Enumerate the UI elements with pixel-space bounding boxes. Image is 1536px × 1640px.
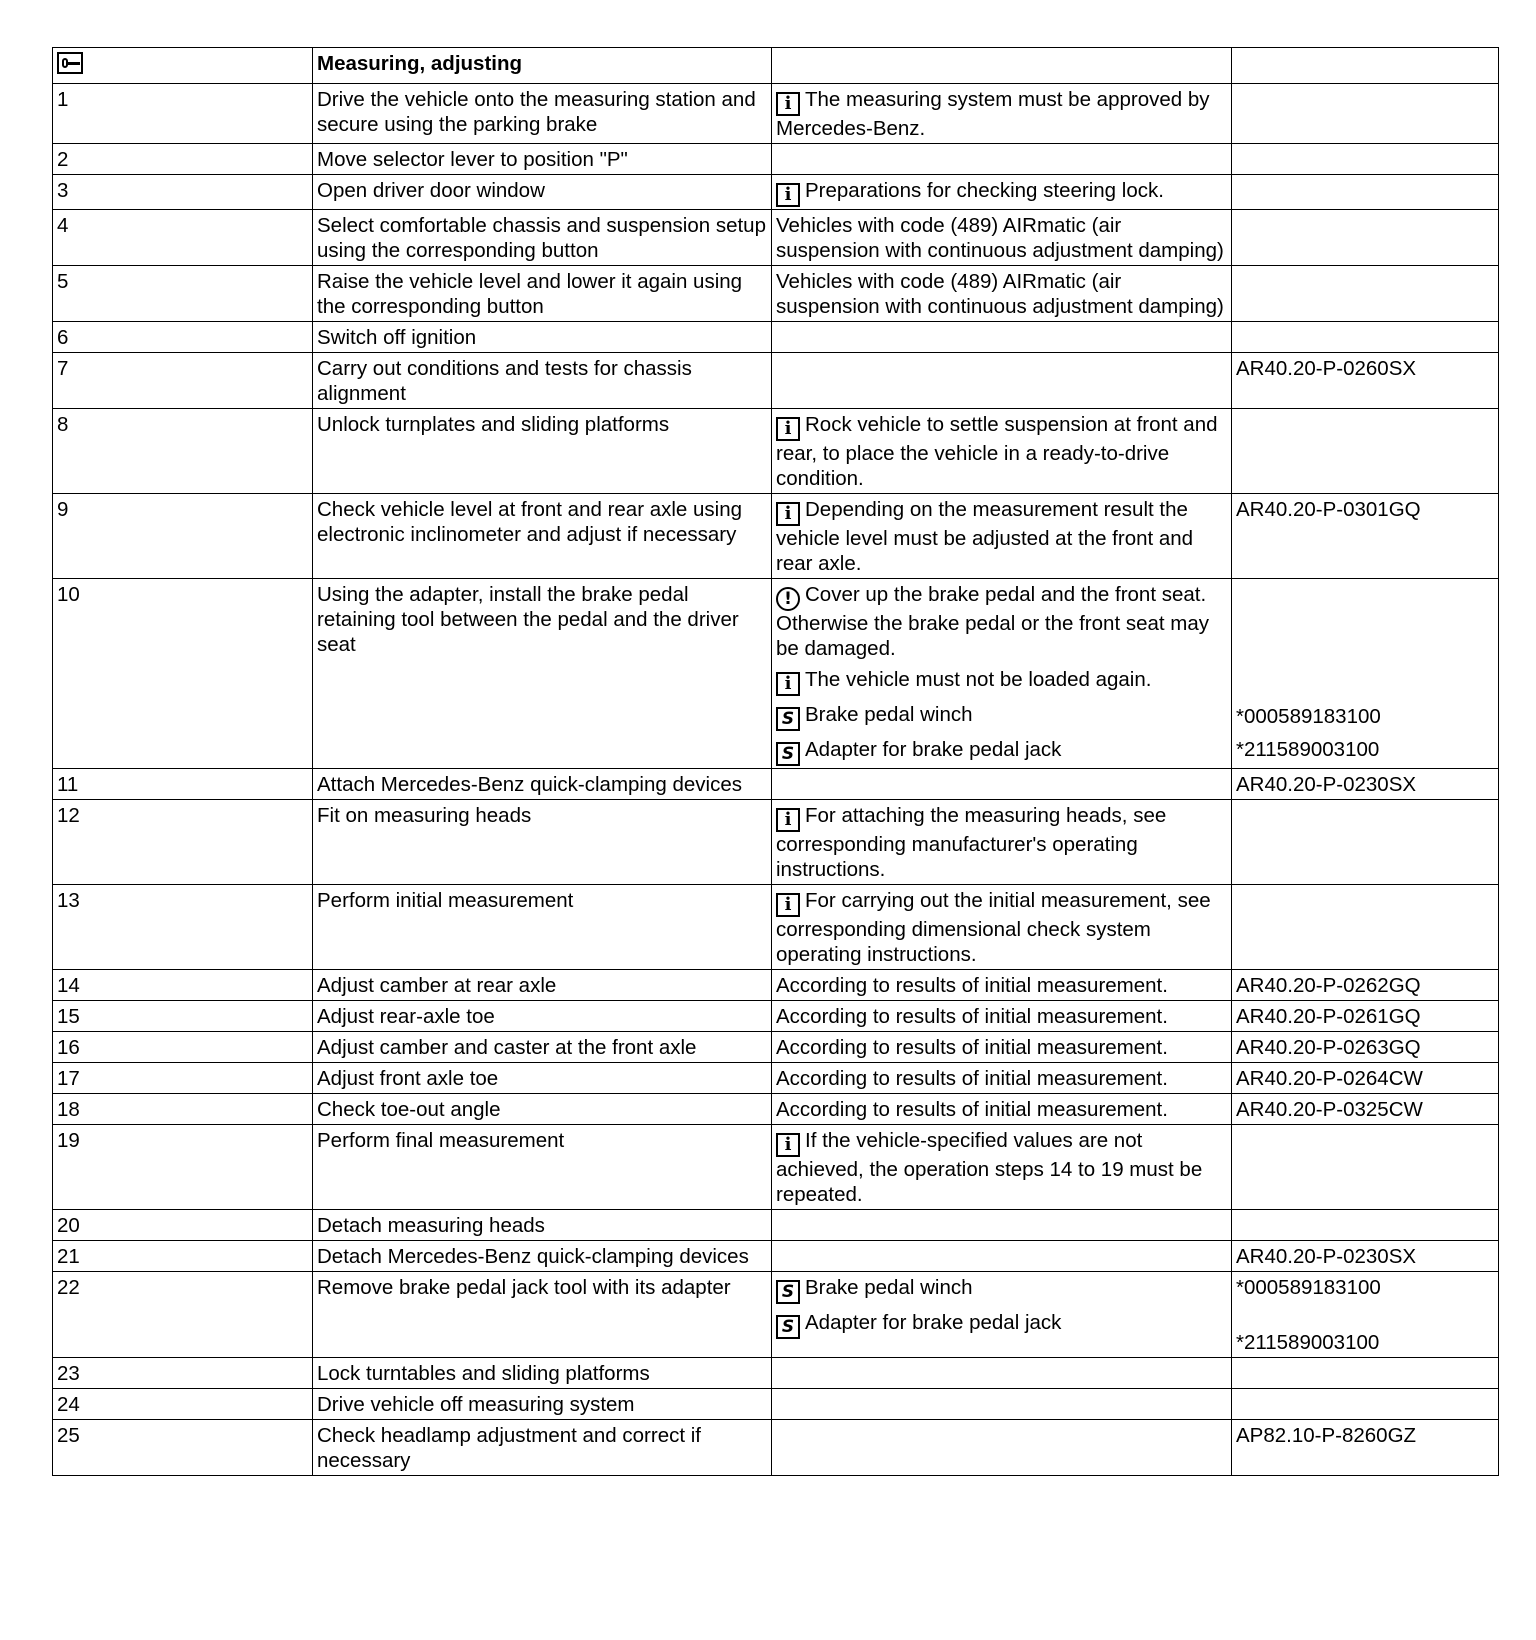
notes-cell <box>772 353 1232 409</box>
info-icon <box>776 808 800 832</box>
operation-text: Drive the vehicle onto the measuring station and secure using the parking brake <box>313 84 772 144</box>
operation-text: Carry out conditions and tests for chassis alignment <box>313 353 772 409</box>
step-number: 12 <box>53 800 313 885</box>
step-number: 25 <box>53 1420 313 1476</box>
note-text: According to results of initial measurement. <box>776 1036 1168 1059</box>
reference-cell <box>1232 885 1499 970</box>
table-row <box>53 266 1499 322</box>
step-number: 14 <box>53 970 313 1001</box>
table-row <box>53 353 1499 409</box>
header-icon-cell <box>53 48 313 84</box>
operation-text: Check headlamp adjustment and correct if necessary <box>313 1420 772 1476</box>
operation-text: Adjust camber and caster at the front axle <box>313 1032 772 1063</box>
operation-text: Open driver door window <box>313 175 772 210</box>
note-text: The vehicle must not be loaded again. <box>805 668 1152 691</box>
table-row <box>53 885 1499 970</box>
procedure-table <box>52 47 1499 1476</box>
notes-cell <box>772 579 1232 769</box>
note-text: Rock vehicle to settle suspension at front and rear, to place the vehicle in a ready-to-drive condition. <box>776 413 1218 490</box>
note <box>776 888 1227 967</box>
step-number: 13 <box>53 885 313 970</box>
note-text: Preparations for checking steering lock. <box>805 179 1164 202</box>
table-row <box>53 1358 1499 1389</box>
notes-cell <box>772 970 1232 1001</box>
note-text: Brake pedal winch <box>805 1276 973 1299</box>
table-row <box>53 970 1499 1001</box>
note <box>776 1310 1227 1339</box>
table-row <box>53 84 1499 144</box>
note-text: Depending on the measurement result the vehicle level must be adjusted at the front and rear axle. <box>776 498 1194 575</box>
notes-cell <box>772 885 1232 970</box>
reference-cell <box>1232 1389 1499 1420</box>
note <box>776 213 1227 263</box>
info-icon <box>776 92 800 116</box>
step-number: 23 <box>53 1358 313 1389</box>
reference-cell <box>1232 800 1499 885</box>
table-row <box>53 800 1499 885</box>
note <box>776 973 1227 998</box>
info-icon <box>776 502 800 526</box>
reference-cell <box>1232 1032 1499 1063</box>
operation-text: Perform initial measurement <box>313 885 772 970</box>
reference-code: AR40.20-P-0230SX <box>1236 773 1417 796</box>
reference-code: *000589183100 <box>1236 705 1381 728</box>
operation-text: Remove brake pedal jack tool with its adapter <box>313 1272 772 1358</box>
note <box>776 803 1227 882</box>
special-tool-icon <box>776 707 800 731</box>
reference-cell <box>1232 1001 1499 1032</box>
caution-icon <box>776 587 800 611</box>
step-number: 11 <box>53 769 313 800</box>
step-number: 8 <box>53 409 313 494</box>
step-number: 19 <box>53 1125 313 1210</box>
reference-spacer <box>1236 608 1494 634</box>
operation-text: Adjust rear-axle toe <box>313 1001 772 1032</box>
notes-cell <box>772 1358 1232 1389</box>
info-icon <box>776 672 800 696</box>
reference-code: AP82.10-P-8260GZ <box>1236 1424 1417 1447</box>
reference-cell <box>1232 353 1499 409</box>
note <box>776 1275 1227 1304</box>
special-tool-icon <box>776 1280 800 1304</box>
notes-cell <box>772 210 1232 266</box>
note <box>776 702 1227 731</box>
step-number: 7 <box>53 353 313 409</box>
reference-cell <box>1232 409 1499 494</box>
step-number: 6 <box>53 322 313 353</box>
step-number: 3 <box>53 175 313 210</box>
note-text: Adapter for brake pedal jack <box>805 1311 1062 1334</box>
reference-cell <box>1232 970 1499 1001</box>
reference-cell <box>1232 769 1499 800</box>
reference-cell <box>1232 175 1499 210</box>
note <box>776 1004 1227 1029</box>
notes-cell <box>772 1210 1232 1241</box>
notes-cell <box>772 1094 1232 1125</box>
notes-cell <box>772 175 1232 210</box>
note-text: According to results of initial measurement. <box>776 1005 1168 1028</box>
reference-code: *211589003100 <box>1236 738 1380 761</box>
reference-cell <box>1232 1063 1499 1094</box>
notes-cell <box>772 1125 1232 1210</box>
table-row <box>53 1094 1499 1125</box>
step-number: 5 <box>53 266 313 322</box>
operation-text: Check vehicle level at front and rear axle using electronic inclinometer and adjust if necessary <box>313 494 772 579</box>
note <box>776 582 1227 661</box>
note-text: For carrying out the initial measurement, see corresponding dimensional check system operating instructions. <box>776 889 1211 966</box>
reference-code: AR40.20-P-0263GQ <box>1236 1036 1421 1059</box>
step-number: 4 <box>53 210 313 266</box>
operation-text: Lock turntables and sliding platforms <box>313 1358 772 1389</box>
note <box>776 269 1227 319</box>
note-text: According to results of initial measurement. <box>776 1098 1168 1121</box>
notes-cell <box>772 322 1232 353</box>
step-number: 21 <box>53 1241 313 1272</box>
note-text: Vehicles with code (489) AIRmatic (air suspension with continuous adjustment damping) <box>776 214 1224 262</box>
step-number: 2 <box>53 144 313 175</box>
table-row <box>53 1420 1499 1476</box>
note <box>776 412 1227 491</box>
operation-text: Switch off ignition <box>313 322 772 353</box>
reference-code: AR40.20-P-0261GQ <box>1236 1005 1421 1028</box>
note-text: If the vehicle-specified values are not achieved, the operation steps 14 to 19 must be repeated. <box>776 1129 1203 1206</box>
reference-cell <box>1232 210 1499 266</box>
step-number: 1 <box>53 84 313 144</box>
reference-spacer <box>1236 660 1494 686</box>
reference-cell <box>1232 1094 1499 1125</box>
reference-cell <box>1232 1358 1499 1389</box>
info-icon <box>776 893 800 917</box>
table-row <box>53 1272 1499 1358</box>
note <box>776 1128 1227 1207</box>
reference-cell <box>1232 322 1499 353</box>
step-number: 20 <box>53 1210 313 1241</box>
reference-code: AR40.20-P-0325CW <box>1236 1098 1423 1121</box>
reference-cell <box>1232 144 1499 175</box>
reference-cell <box>1232 1241 1499 1272</box>
note-text: Vehicles with code (489) AIRmatic (air suspension with continuous adjustment damping) <box>776 270 1224 318</box>
operation-text: Move selector lever to position "P" <box>313 144 772 175</box>
step-number: 9 <box>53 494 313 579</box>
header-empty-cell <box>1232 48 1499 84</box>
reference-code: AR40.20-P-0230SX <box>1236 1245 1417 1268</box>
step-number: 17 <box>53 1063 313 1094</box>
reference-code: *211589003100 <box>1236 1331 1380 1354</box>
table-row <box>53 1389 1499 1420</box>
note <box>776 667 1227 696</box>
step-number: 10 <box>53 579 313 769</box>
note-text: According to results of initial measurement. <box>776 1067 1168 1090</box>
notes-cell <box>772 409 1232 494</box>
step-number: 16 <box>53 1032 313 1063</box>
notes-cell <box>772 1001 1232 1032</box>
table-row <box>53 1241 1499 1272</box>
reference-cell <box>1232 1125 1499 1210</box>
header-empty-cell <box>772 48 1232 84</box>
notes-cell <box>772 266 1232 322</box>
table-row <box>53 494 1499 579</box>
step-number: 22 <box>53 1272 313 1358</box>
operation-text: Detach measuring heads <box>313 1210 772 1241</box>
note-text: Brake pedal winch <box>805 703 973 726</box>
operation-text: Attach Mercedes-Benz quick-clamping devices <box>313 769 772 800</box>
operation-text: Fit on measuring heads <box>313 800 772 885</box>
reference-cell <box>1232 1272 1499 1358</box>
operation-text: Select comfortable chassis and suspension setup using the corresponding button <box>313 210 772 266</box>
notes-cell <box>772 800 1232 885</box>
notes-cell <box>772 144 1232 175</box>
reference-cell <box>1232 1210 1499 1241</box>
note-text: According to results of initial measurement. <box>776 974 1168 997</box>
reference-code: AR40.20-P-0262GQ <box>1236 974 1421 997</box>
reference-cell <box>1232 494 1499 579</box>
note <box>776 87 1227 141</box>
table-row <box>53 1210 1499 1241</box>
note-text: Cover up the brake pedal and the front seat. Otherwise the brake pedal or the front seat may be damaged. <box>776 583 1210 660</box>
operation-text: Perform final measurement <box>313 1125 772 1210</box>
section-title: Measuring, adjusting <box>313 48 772 84</box>
operation-text: Check toe-out angle <box>313 1094 772 1125</box>
operation-text: Adjust front axle toe <box>313 1063 772 1094</box>
reference-cell <box>1232 579 1499 769</box>
notes-cell <box>772 1063 1232 1094</box>
note-text: The measuring system must be approved by Mercedes-Benz. <box>776 88 1210 140</box>
table-header-row <box>53 48 1499 84</box>
notes-cell <box>772 1272 1232 1358</box>
reference-code: *000589183100 <box>1236 1276 1381 1299</box>
step-number: 24 <box>53 1389 313 1420</box>
step-number: 18 <box>53 1094 313 1125</box>
operation-text: Unlock turnplates and sliding platforms <box>313 409 772 494</box>
table-row <box>53 322 1499 353</box>
reference-code: AR40.20-P-0264CW <box>1236 1067 1423 1090</box>
notes-cell <box>772 1389 1232 1420</box>
info-icon <box>776 183 800 207</box>
note <box>776 1097 1227 1122</box>
note <box>776 178 1227 207</box>
reference-spacer <box>1236 634 1494 660</box>
table-row <box>53 210 1499 266</box>
notes-cell <box>772 84 1232 144</box>
operation-text: Adjust camber at rear axle <box>313 970 772 1001</box>
note <box>776 1066 1227 1091</box>
note-text: Adapter for brake pedal jack <box>805 738 1062 761</box>
table-row <box>53 144 1499 175</box>
note <box>776 1035 1227 1060</box>
special-tool-icon <box>776 742 800 766</box>
notes-cell <box>772 769 1232 800</box>
reference-code: AR40.20-P-0301GQ <box>1236 498 1421 521</box>
notes-cell <box>772 1032 1232 1063</box>
procedure-table-body <box>53 48 1499 1476</box>
table-row <box>53 175 1499 210</box>
note-text: For attaching the measuring heads, see corresponding manufacturer's operating instructions. <box>776 804 1167 881</box>
table-row <box>53 1063 1499 1094</box>
operation-text: Using the adapter, install the brake pedal retaining tool between the pedal and the driver seat <box>313 579 772 769</box>
operation-text: Detach Mercedes-Benz quick-clamping devices <box>313 1241 772 1272</box>
reference-spacer <box>1236 1300 1494 1330</box>
wrench-icon <box>57 52 83 74</box>
table-row <box>53 579 1499 769</box>
notes-cell <box>772 494 1232 579</box>
special-tool-icon <box>776 1315 800 1339</box>
reference-cell <box>1232 266 1499 322</box>
step-number: 15 <box>53 1001 313 1032</box>
reference-cell <box>1232 1420 1499 1476</box>
notes-cell <box>772 1420 1232 1476</box>
info-icon <box>776 1133 800 1157</box>
reference-code: AR40.20-P-0260SX <box>1236 357 1417 380</box>
note <box>776 737 1227 766</box>
table-row <box>53 1125 1499 1210</box>
reference-cell <box>1232 84 1499 144</box>
notes-cell <box>772 1241 1232 1272</box>
table-row <box>53 1001 1499 1032</box>
reference-spacer <box>1236 582 1494 608</box>
note <box>776 497 1227 576</box>
info-icon <box>776 417 800 441</box>
operation-text: Drive vehicle off measuring system <box>313 1389 772 1420</box>
table-row <box>53 1032 1499 1063</box>
table-row <box>53 409 1499 494</box>
table-row <box>53 769 1499 800</box>
operation-text: Raise the vehicle level and lower it again using the corresponding button <box>313 266 772 322</box>
